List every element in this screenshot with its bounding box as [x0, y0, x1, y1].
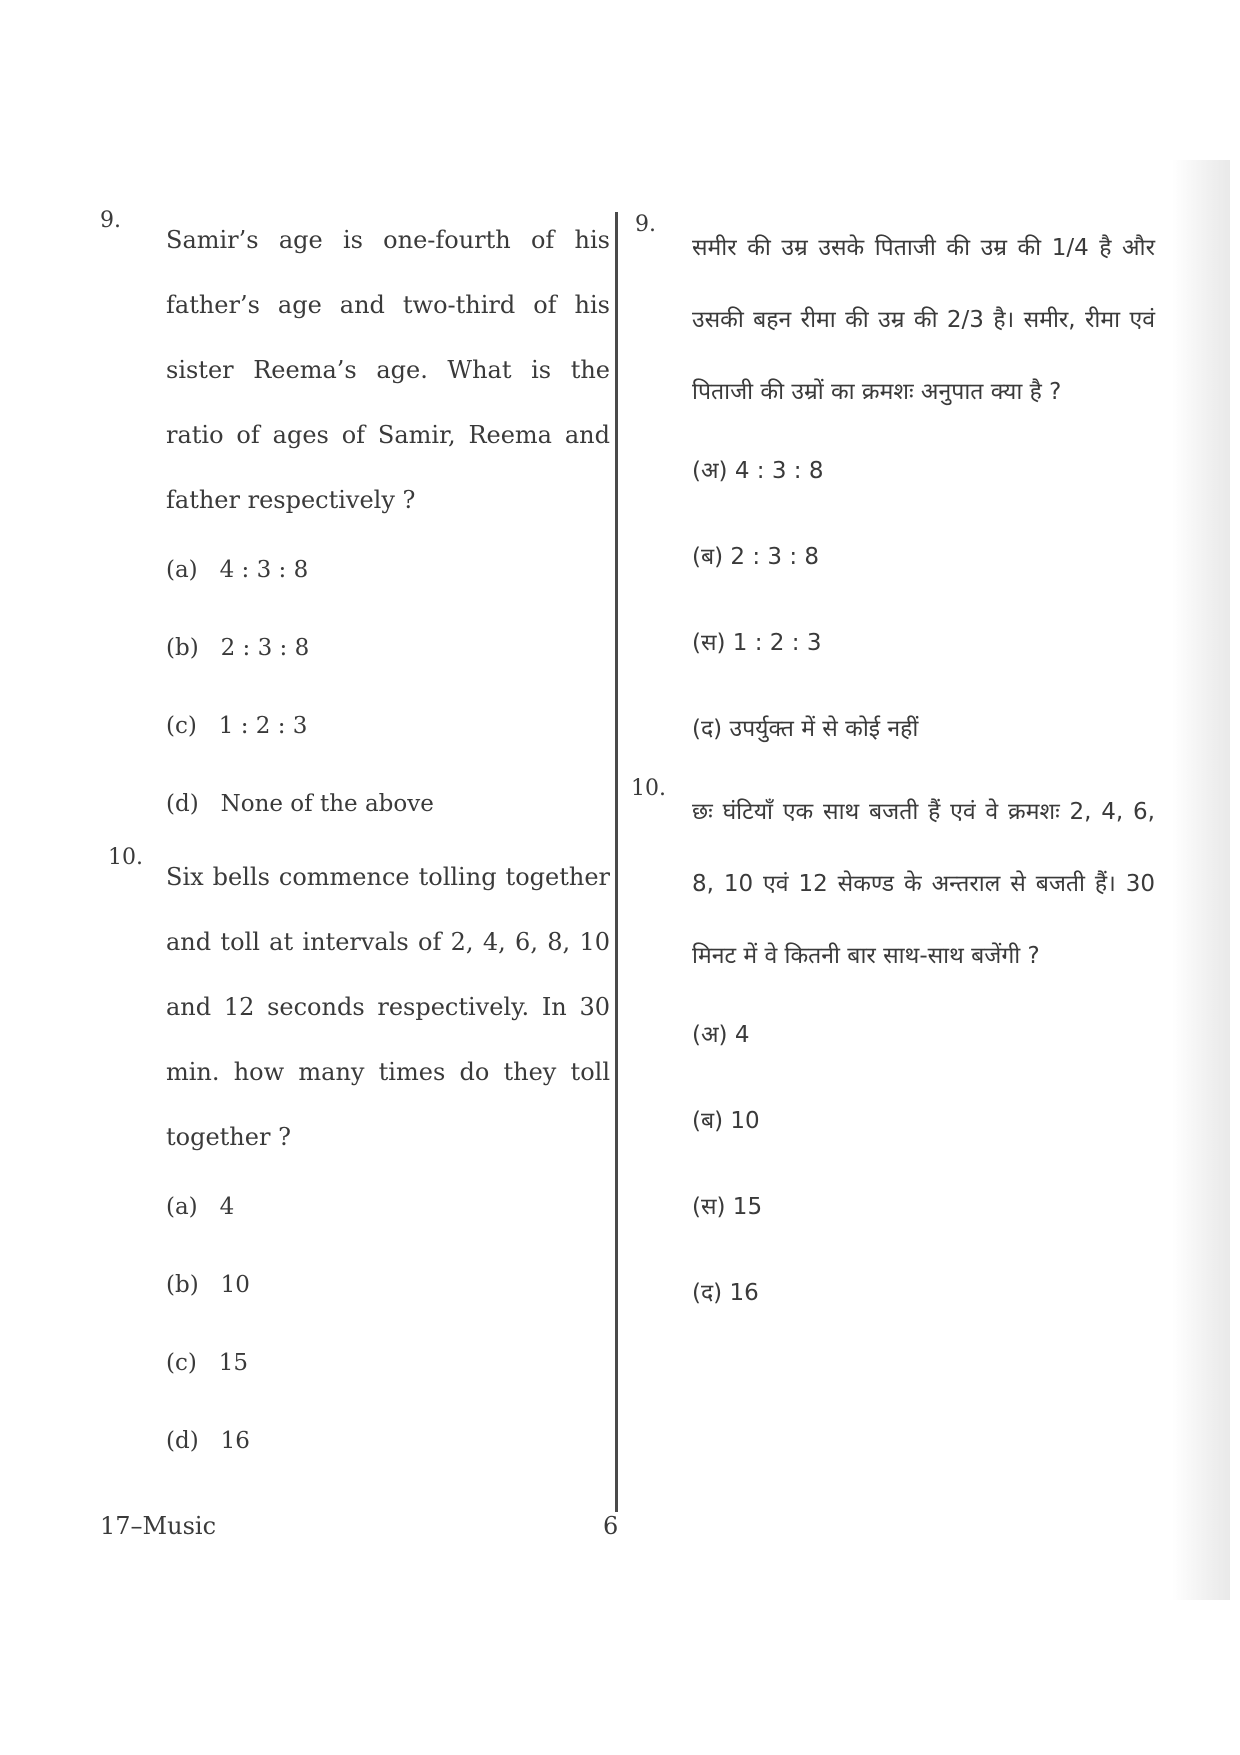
question-number: 9.	[100, 208, 121, 233]
question-text: Samir’s age is one-fourth of his father’s age and two-third of his sister Reema’s age. What is the ratio of ages of Samir, Reema and father respectively ?	[166, 226, 610, 514]
english-column	[100, 208, 610, 1502]
question-text: समीर की उम्र उसके पिताजी की उम्र की 1/4 है और उसकी बहन रीमा की उम्र की 2/3 है। समीर, रीमा एवं पिताजी की उम्रों का क्रमशः अनुपात क्या है ?	[692, 235, 1155, 405]
option-d: (d) 16	[166, 1428, 250, 1454]
question-10-hindi	[631, 776, 1155, 1362]
option-a: (a) 4 : 3 : 8	[166, 557, 309, 583]
options-list	[692, 1018, 1155, 1362]
option-b: (ब) 10	[692, 1108, 760, 1134]
option-d: (द) 16	[692, 1280, 759, 1306]
question-9-hindi	[635, 212, 1155, 798]
scan-edge-shadow	[1172, 160, 1230, 1600]
option-c: (स) 15	[692, 1194, 763, 1220]
hindi-column	[631, 212, 1155, 1362]
footer-subject: 17–Music	[100, 1512, 217, 1540]
question-number: 10.	[631, 776, 666, 801]
column-divider	[615, 212, 618, 1512]
option-a: (अ) 4 : 3 : 8	[692, 458, 824, 484]
question-10-english	[100, 845, 610, 1502]
options-list	[166, 553, 610, 865]
question-number: 10.	[108, 845, 143, 870]
question-number: 9.	[635, 212, 656, 237]
question-text: Six bells commence tolling together and toll at intervals of 2, 4, 6, 8, 10 and 12 seconds respectively. In 30 min. how many times do they toll together ?	[166, 863, 610, 1151]
option-c: (c) 1 : 2 : 3	[166, 713, 308, 739]
question-9-english	[100, 208, 610, 865]
page-number: 6	[603, 1512, 619, 1540]
option-c: (स) 1 : 2 : 3	[692, 630, 822, 656]
option-b: (ब) 2 : 3 : 8	[692, 544, 820, 570]
question-text: छः घंटियाँ एक साथ बजती हैं एवं वे क्रमशः 2, 4, 6, 8, 10 एवं 12 सेकण्ड के अन्तराल से बजती हैं। 30 मिनट में वे कितनी बार साथ-साथ बजेंगी ?	[692, 799, 1155, 969]
option-b: (b) 2 : 3 : 8	[166, 635, 310, 661]
options-list	[692, 454, 1155, 798]
option-c: (c) 15	[166, 1350, 249, 1376]
option-d: (d) None of the above	[166, 791, 434, 817]
option-d: (द) उपर्युक्त में से कोई नहीं	[692, 716, 919, 742]
option-b: (b) 10	[166, 1272, 250, 1298]
option-a: (a) 4	[166, 1194, 235, 1220]
options-list	[166, 1190, 610, 1502]
option-a: (अ) 4	[692, 1022, 750, 1048]
